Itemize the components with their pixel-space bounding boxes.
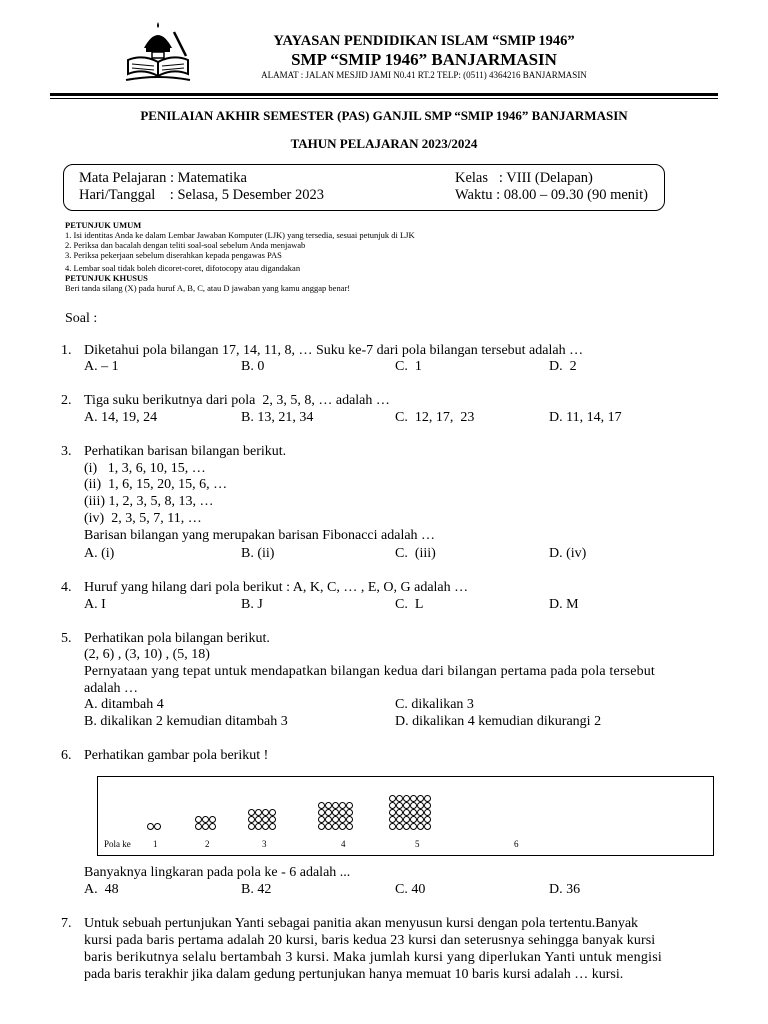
q5-text: Perhatikan pola bilangan berikut.: [84, 631, 270, 646]
pattern-2-circle: [195, 823, 202, 830]
pattern-1-circle: [147, 823, 154, 830]
pattern-5-circle: [403, 809, 410, 816]
pattern-5-circle: [410, 802, 417, 809]
pattern-5-circle: [417, 823, 424, 830]
q7-number: 7.: [61, 916, 72, 931]
pattern-3-circle: [262, 816, 269, 823]
pattern-4-circle: [339, 823, 346, 830]
q5-option-b: B. dikalikan 2 kemudian ditambah 3: [84, 714, 288, 729]
pattern-5-circle: [424, 823, 431, 830]
q3-sequence-iii: (iii) 1, 2, 3, 5, 8, 13, …: [84, 494, 214, 509]
exam-title: PENILAIAN AKHIR SEMESTER (PAS) GANJIL SMP “SMIP 1946” BANJARMASIN: [140, 108, 628, 123]
q7-line-2: kursi pada baris pertama adalah 20 kursi, baris kedua 23 kursi dan seterusnya sehingga banyak kursi: [84, 933, 656, 948]
q1-option-a: A. – 1: [84, 359, 119, 374]
pattern-3-circle: [255, 809, 262, 816]
q3-sequence-ii: (ii) 1, 6, 15, 20, 15, 6, …: [84, 477, 228, 492]
q6-number: 6.: [61, 748, 72, 763]
pattern-5-circle: [396, 802, 403, 809]
pattern-4-circle: [346, 816, 353, 823]
q3-sequence-i: (i) 1, 3, 6, 10, 15, …: [84, 461, 206, 476]
pattern-1-circle: [154, 823, 161, 830]
q7-line-1: Untuk sebuah pertunjukan Yanti sebagai panitia akan menyusun kursi dengan pola tertentu.Banyak: [84, 916, 639, 931]
q5-option-d: D. dikalikan 4 kemudian dikurangi 2: [395, 714, 602, 729]
figure-label-6: 6: [514, 839, 519, 849]
pattern-5-circle: [389, 802, 396, 809]
q4-text: Huruf yang hilang dari pola berikut : A, K, C, … , E, O, G adalah …: [84, 580, 469, 595]
q1-option-b: B. 0: [241, 359, 265, 374]
pattern-4-circle: [339, 816, 346, 823]
pattern-5-circle: [424, 809, 431, 816]
class-field: Kelas : VIII (Delapan): [455, 170, 593, 186]
pattern-2-circle: [209, 816, 216, 823]
q6-option-c: C. 40: [395, 882, 426, 897]
special-instruction: Beri tanda silang (X) pada huruf A, B, C, atau D jawaban yang kamu anggap benar!: [65, 283, 351, 293]
pattern-3-circle: [248, 823, 255, 830]
q6-question: Banyaknya lingkaran pada pola ke - 6 adalah ...: [84, 865, 351, 880]
header-rule-thin: [50, 98, 718, 99]
pattern-3-circle: [248, 809, 255, 816]
q4-option-a: A. I: [84, 597, 106, 612]
pattern-2-circle: [209, 823, 216, 830]
pattern-5-circle: [396, 816, 403, 823]
pattern-4-circle: [346, 802, 353, 809]
figure-label-1: 1: [153, 839, 158, 849]
q1-text: Diketahui pola bilangan 17, 14, 11, 8, … Suku ke-7 dari pola bilangan tersebut adalah …: [84, 343, 584, 358]
pattern-5-circle: [396, 795, 403, 802]
pattern-5-circle: [389, 809, 396, 816]
pattern-4-circle: [332, 823, 339, 830]
q3-option-d: D. (iv): [549, 546, 587, 561]
pattern-5-circle: [417, 795, 424, 802]
pattern-3-circle: [269, 823, 276, 830]
pattern-4-circle: [346, 809, 353, 816]
pattern-4-circle: [325, 816, 332, 823]
pattern-5-circle: [424, 795, 431, 802]
general-instruction-3: 3. Periksa pekerjaan sebelum diserahkan kepada pengawas PAS: [65, 250, 282, 260]
figure-label-5: 5: [415, 839, 420, 849]
pattern-3-circle: [255, 823, 262, 830]
q2-number: 2.: [61, 393, 72, 408]
q6-option-b: B. 42: [241, 882, 272, 897]
q2-option-d: D. 11, 14, 17: [549, 410, 622, 425]
pattern-3-circle: [269, 809, 276, 816]
pattern-4-circle: [332, 816, 339, 823]
pattern-4-circle: [339, 809, 346, 816]
pattern-5-circle: [410, 795, 417, 802]
q5-option-c: C. dikalikan 3: [395, 697, 474, 712]
q3-option-c: C. (iii): [395, 546, 436, 561]
pattern-4-circle: [318, 809, 325, 816]
foundation-name: YAYASAN PENDIDIKAN ISLAM “SMIP 1946”: [273, 33, 575, 49]
pattern-3-circle: [255, 816, 262, 823]
pattern-4-circle: [318, 816, 325, 823]
q4-option-d: D. M: [549, 597, 579, 612]
q5-option-a: A. ditambah 4: [84, 697, 164, 712]
q3-option-b: B. (ii): [241, 546, 275, 561]
pattern-2-circle: [195, 816, 202, 823]
academic-year: TAHUN PELAJARAN 2023/2024: [290, 136, 478, 151]
soal-label: Soal :: [65, 311, 98, 326]
pattern-5-circle: [396, 823, 403, 830]
q5-pairs: (2, 6) , (3, 10) , (5, 18): [84, 647, 210, 662]
q3-question: Barisan bilangan yang merupakan barisan Fibonacci adalah …: [84, 528, 436, 543]
time-field: Waktu : 08.00 – 09.30 (90 menit): [455, 187, 648, 203]
pattern-5-circle: [389, 816, 396, 823]
q1-number: 1.: [61, 343, 72, 358]
figure-label-2: 2: [205, 839, 210, 849]
pattern-4-circle: [346, 823, 353, 830]
q2-text: Tiga suku berikutnya dari pola 2, 3, 5, 8, … adalah …: [84, 393, 390, 408]
q4-option-c: C. L: [395, 597, 424, 612]
general-instructions-title: PETUNJUK UMUM: [65, 220, 142, 230]
pattern-5-circle: [403, 816, 410, 823]
q1-option-c: C. 1: [395, 359, 422, 374]
q5-number: 5.: [61, 631, 72, 646]
date-field: Hari/Tanggal : Selasa, 5 Desember 2023: [79, 187, 325, 203]
subject-field: Mata Pelajaran : Matematika: [79, 170, 247, 186]
general-instruction-2: 2. Periksa dan bacalah dengan teliti soal-soal sebelum Anda menjawab: [65, 240, 306, 250]
q4-number: 4.: [61, 580, 72, 595]
q4-option-b: B. J: [241, 597, 263, 612]
pattern-5-circle: [417, 809, 424, 816]
q6-text: Perhatikan gambar pola berikut !: [84, 748, 269, 763]
pattern-5-circle: [417, 802, 424, 809]
school-address: ALAMAT : JALAN MESJID JAMI N0.41 RT.2 TELP: (0511) 4364216 BANJARMASIN: [261, 70, 587, 80]
school-name: SMP “SMIP 1946” BANJARMASIN: [291, 50, 557, 69]
pattern-4-circle: [332, 809, 339, 816]
pattern-4-circle: [339, 802, 346, 809]
q7-line-3: baris berikutnya selalu bertambah 3 kursi. Maka jumlah kursi yang diperlukan Yanti untuk mengisi: [84, 950, 663, 965]
q3-sequence-iv: (iv) 2, 3, 5, 7, 11, …: [84, 511, 202, 526]
pattern-4-circle: [318, 823, 325, 830]
q6-option-d: D. 36: [549, 882, 581, 897]
q2-option-c: C. 12, 17, 23: [395, 410, 475, 425]
circle-pattern-figure: [97, 776, 714, 856]
header-rule-thick: [50, 93, 718, 96]
pattern-3-circle: [248, 816, 255, 823]
q3-text: Perhatikan barisan bilangan berikut.: [84, 444, 287, 459]
pattern-4-circle: [325, 802, 332, 809]
special-instructions-title: PETUNJUK KHUSUS: [65, 273, 148, 283]
q1-option-d: D. 2: [549, 359, 577, 374]
q5-question-line-2: adalah …: [84, 681, 139, 696]
q2-option-b: B. 13, 21, 34: [241, 410, 314, 425]
pattern-5-circle: [403, 823, 410, 830]
pattern-5-circle: [410, 809, 417, 816]
pattern-5-circle: [403, 795, 410, 802]
general-instruction-4: 4. Lembar soal tidak boleh dicoret-coret, difotocopy atau digandakan: [65, 263, 301, 273]
pattern-3-circle: [262, 823, 269, 830]
figure-pola-label: Pola ke: [104, 839, 131, 849]
pattern-3-circle: [262, 809, 269, 816]
pattern-2-circle: [202, 816, 209, 823]
q6-option-a: A. 48: [84, 882, 119, 897]
q7-line-4: pada baris terakhir jika dalam gedung pertunjukan hanya memuat 10 baris kursi adalah … kursi.: [84, 967, 624, 982]
pattern-5-circle: [424, 816, 431, 823]
q5-question-line-1: Pernyataan yang tepat untuk mendapatkan bilangan kedua dari bilangan pertama pada pola tersebut: [84, 664, 655, 679]
q3-option-a: A. (i): [84, 546, 115, 561]
q3-number: 3.: [61, 444, 72, 459]
pattern-5-circle: [424, 802, 431, 809]
pattern-4-circle: [325, 823, 332, 830]
figure-label-4: 4: [341, 839, 346, 849]
pattern-5-circle: [389, 823, 396, 830]
pattern-3-circle: [269, 816, 276, 823]
pattern-5-circle: [396, 809, 403, 816]
q2-option-a: A. 14, 19, 24: [84, 410, 158, 425]
pattern-5-circle: [403, 802, 410, 809]
pattern-5-circle: [417, 816, 424, 823]
pattern-4-circle: [325, 809, 332, 816]
pattern-4-circle: [318, 802, 325, 809]
pattern-5-circle: [410, 823, 417, 830]
pattern-4-circle: [332, 802, 339, 809]
pattern-2-circle: [202, 823, 209, 830]
pattern-5-circle: [410, 816, 417, 823]
general-instruction-1: 1. Isi identitas Anda ke dalam Lembar Jawaban Komputer (LJK) yang tersedia, sesuai petunjuk di LJK: [65, 230, 415, 240]
figure-label-3: 3: [262, 839, 267, 849]
pattern-5-circle: [389, 795, 396, 802]
